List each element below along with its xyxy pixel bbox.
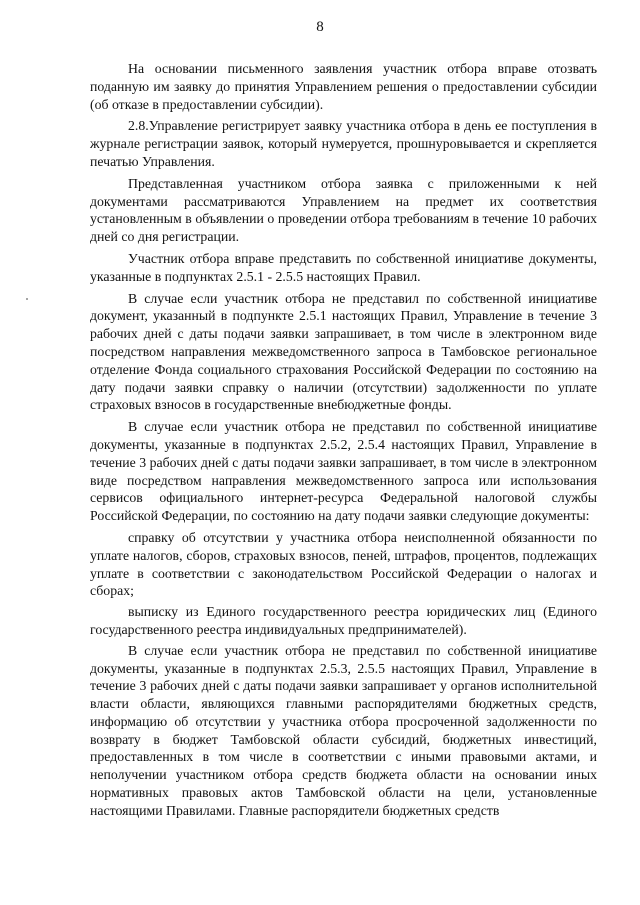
document-body	[90, 60, 597, 824]
paragraph-registry-extract: выписку из Единого государственного реестра юридических лиц (Единого государственного реестра индивидуальных предпринимателей).	[90, 604, 597, 637]
paragraph-social-insurance-request: В случае если участник отбора не представил по собственной инициативе документ, указанный в подпункте 2.5.1 настоящих Правил, Управление в течение 3 рабочих дней с даты подачи заявки запрашивает, в том числе в электронном виде посредством направления межведомственного запроса в Тамбовское региональное отделение Фонда социального страхования Российской Федерации по состоянию на дату подачи заявки справку о наличии (отсутствии) задолженности по уплате страховых взносов в государственные внебюджетные фонды.	[90, 290, 597, 413]
paragraph-review: Представленная участником отбора заявка с приложенными к ней документами рассматриваются Управлением на предмет их соответствия установленным в объявлении о проведении отбора требованиям в течение 10 рабочих дней со дня регистрации.	[90, 175, 597, 245]
paragraph-tax-certificate: справку об отсутствии у участника отбора неисполненной обязанности по уплате налогов, сборов, страховых взносов, пеней, штрафов, процентов, подлежащих уплате в соответствии с законодательством Российской Федерации о налогах и сборах;	[90, 529, 597, 599]
paragraph-registration: 2.8.Управление регистрирует заявку участника отбора в день ее поступления в журнале регистрации заявок, который нумеруется, прошнуровывается и скрепляется печатью Управления.	[90, 118, 597, 169]
page-number: 8	[316, 19, 324, 35]
scan-dot-mark	[26, 298, 28, 300]
paragraph-tax-service-request: В случае если участник отбора не представил по собственной инициативе документы, указанные в подпунктах 2.5.2, 2.5.4 настоящих Правил, Управление в течение 3 рабочих дней с даты подачи заявки запрашивает, в том числе в электронном виде посредством направления межведомственного запроса или использования сервисов официального интернет-ресурса Федеральной налоговой службы Российской Федерации, по состоянию на дату подачи заявки следующие документы:	[90, 419, 597, 524]
paragraph-optional-documents: Участник отбора вправе представить по собственной инициативе документы, указанные в подпунктах 2.5.1 - 2.5.5 настоящих Правил.	[90, 250, 597, 284]
paragraph-withdrawal: На основании письменного заявления участник отбора вправе отозвать поданную им заявку до принятия Управлением решения о предоставлении субсидии (об отказе в предоставлении субсидии).	[90, 61, 597, 112]
paragraph-budget-debt-request: В случае если участник отбора не представил по собственной инициативе документы, указанные в подпунктах 2.5.3, 2.5.5 настоящих Правил, Управление в течение 3 рабочих дней с даты подачи заявки запрашивает у органов исполнительной власти области, являющихся главными распорядителями бюджетных средств, информацию об отсутствии у участника отбора просроченной задолженности по возврату в бюджет Тамбовской области субсидий, бюджетных инвестиций, предоставленных в том числе в соответствии с иными правовыми актами, и неполучении участником отбора средств бюджета области на основании иных нормативных правовых актов Тамбовской области на цели, установленные настоящими Правилами. Главные распорядители бюджетных средств	[90, 642, 597, 818]
